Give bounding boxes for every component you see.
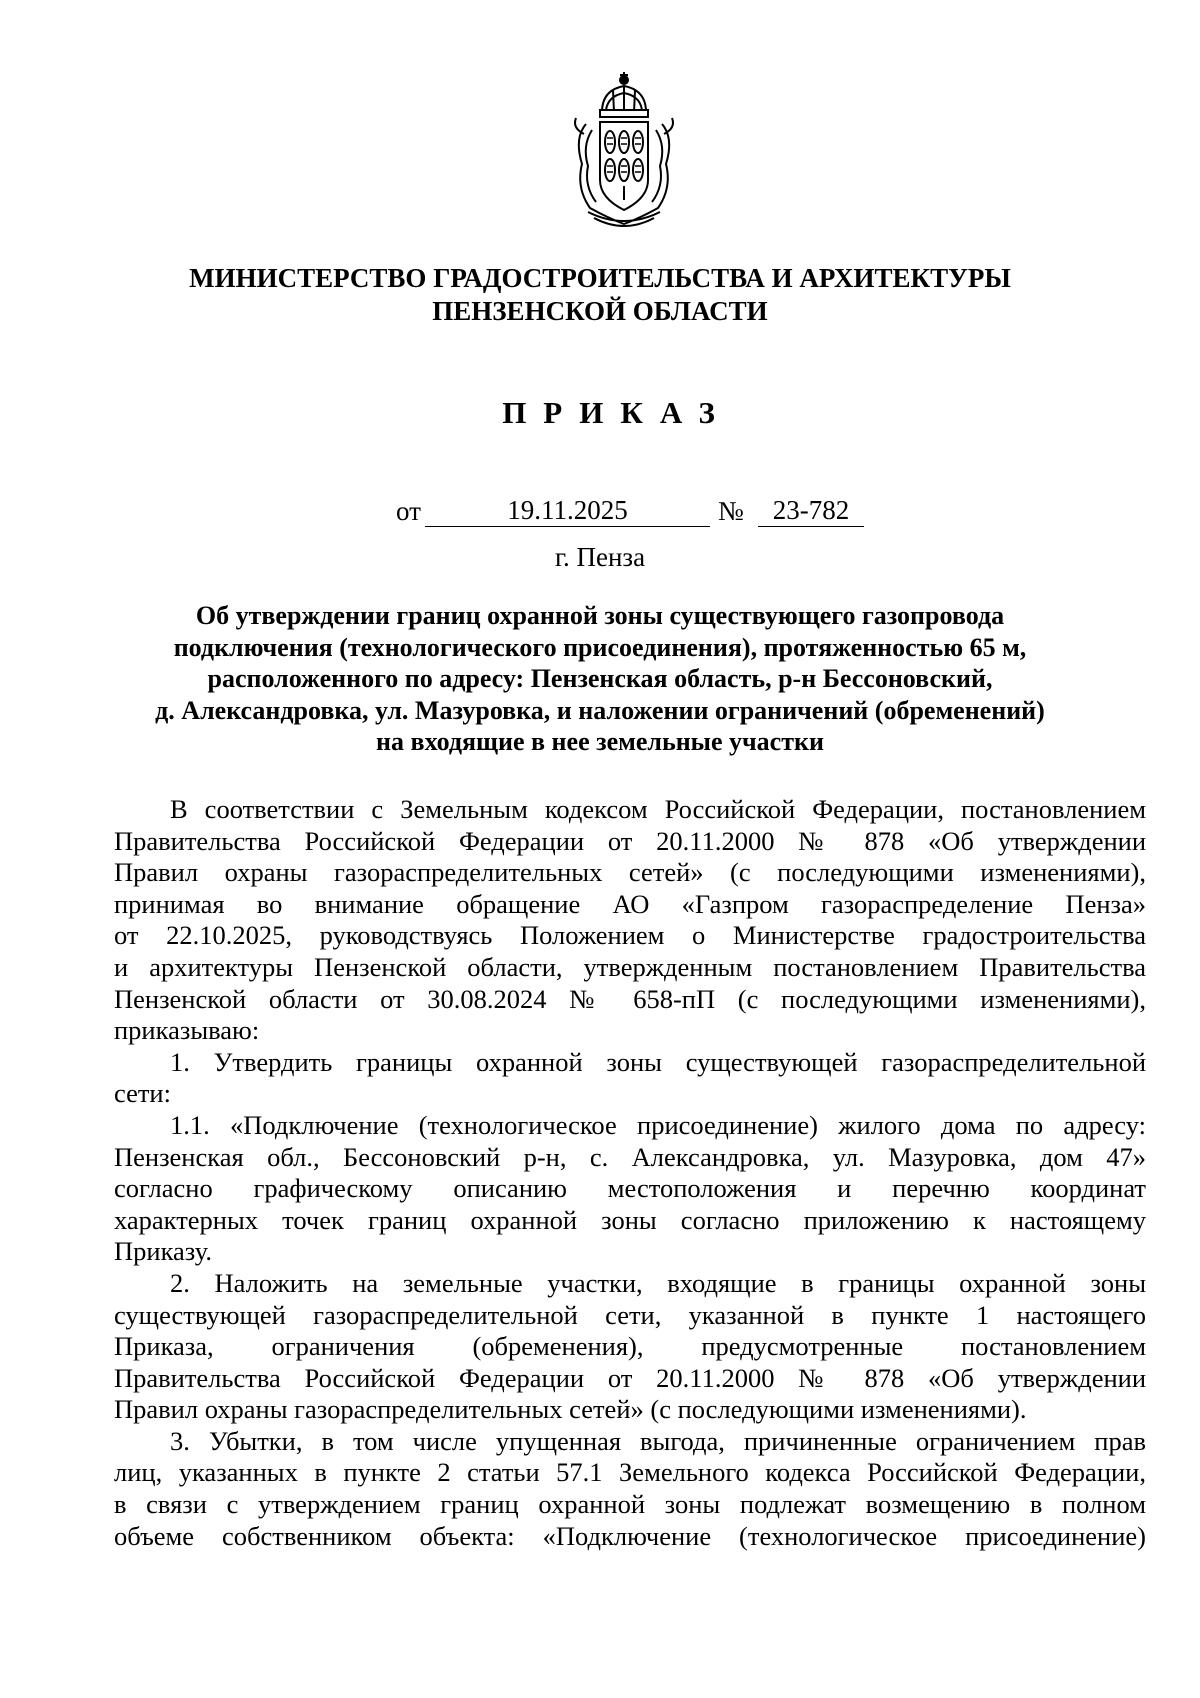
- body-line: объеме собственником объекта: «Подключение (технологическое присоединение): [114, 1520, 1146, 1551]
- body-line: В соответствии с Земельным кодексом Российской Федерации, постановлением: [170, 794, 1146, 824]
- order-body: [114, 794, 1146, 1552]
- order-number: 23-782: [758, 494, 864, 527]
- subject-line: д. Александровка, ул. Мазуровка, и наложении ограничений (обременений): [155, 695, 1045, 725]
- order-date: 19.11.2025: [425, 494, 710, 527]
- ministry-name-line-1: МИНИСТЕРСТВО ГРАДОСТРОИТЕЛЬСТВА И АРХИТЕКТУРЫ: [189, 263, 1011, 293]
- body-line: Приказу.: [114, 1236, 212, 1267]
- penza-region-coat-of-arms-icon: [568, 68, 680, 228]
- body-line: 2. Наложить на земельные участки, входящие в границы охранной зоны: [170, 1267, 1146, 1298]
- order-subject: [120, 600, 1080, 758]
- ministry-name-line-2: ПЕНЗЕНСКОЙ ОБЛАСТИ: [432, 296, 768, 326]
- subject-line: на входящие в нее земельные участки: [376, 727, 824, 756]
- body-line: от 22.10.2025, руководствуясь Положением о Министерстве градостроительства: [114, 920, 1146, 951]
- body-line: в связи с утверждением границ охранной зоны подлежат возмещению в полном: [114, 1489, 1146, 1520]
- body-line: Пензенская обл., Бессоновский р-н, с. Александровка, ул. Мазуровка, дом 47»: [114, 1141, 1146, 1172]
- number-sign: №: [718, 496, 744, 526]
- body-line: приказываю:: [114, 1015, 260, 1046]
- subject-line: расположенного по адресу: Пензенская область, р-н Бессоновский,: [207, 664, 993, 693]
- order-date-number-line: [0, 494, 1200, 530]
- body-line: существующей газораспределительной сети, указанной в пункте 1 настоящего: [114, 1299, 1146, 1330]
- body-line: Правил охраны газораспределительных сетей» (с последующими изменениями).: [114, 1394, 1027, 1425]
- date-prefix: от: [396, 496, 421, 526]
- order-city: г. Пенза: [554, 542, 646, 572]
- body-line: Правил охраны газораспределительных сетей» (с последующими изменениями),: [114, 857, 1146, 888]
- body-line: сети:: [114, 1078, 171, 1109]
- body-line: 1.1. «Подключение (технологическое присоединение) жилого дома по адресу:: [170, 1109, 1146, 1140]
- body-line: лиц, указанных в пункте 2 статьи 57.1 Земельного кодекса Российской Федерации,: [114, 1457, 1146, 1488]
- body-line: принимая во внимание обращение АО «Газпром газораспределение Пенза»: [114, 888, 1146, 919]
- subject-line: Об утверждении границ охранной зоны существующего газопровода: [195, 601, 1005, 630]
- body-line: Правительства Российской Федерации от 20.11.2000 № 878 «Об утверждении: [114, 825, 1146, 856]
- body-line: Правительства Российской Федерации от 20.11.2000 № 878 «Об утверждении: [114, 1362, 1146, 1393]
- body-line: характерных точек границ охранной зоны согласно приложению к настоящему: [114, 1204, 1146, 1235]
- order-title: ПРИКАЗ: [502, 395, 732, 430]
- body-line: 3. Убытки, в том числе упущенная выгода, причиненные ограничением прав: [170, 1425, 1146, 1456]
- body-line: 1. Утвердить границы охранной зоны существующей газораспределительной: [170, 1046, 1146, 1077]
- subject-line: подключения (технологического присоединения), протяженностью 65 м,: [173, 632, 1027, 662]
- body-line: согласно графическому описанию местоположения и перечню координат: [114, 1173, 1146, 1204]
- body-line: Приказа, ограничения (обременения), предусмотренные постановлением: [114, 1331, 1146, 1362]
- body-line: Пензенской области от 30.08.2024 № 658-пП (с последующими изменениями),: [114, 983, 1146, 1014]
- body-line: и архитектуры Пензенской области, утвержденным постановлением Правительства: [114, 951, 1146, 982]
